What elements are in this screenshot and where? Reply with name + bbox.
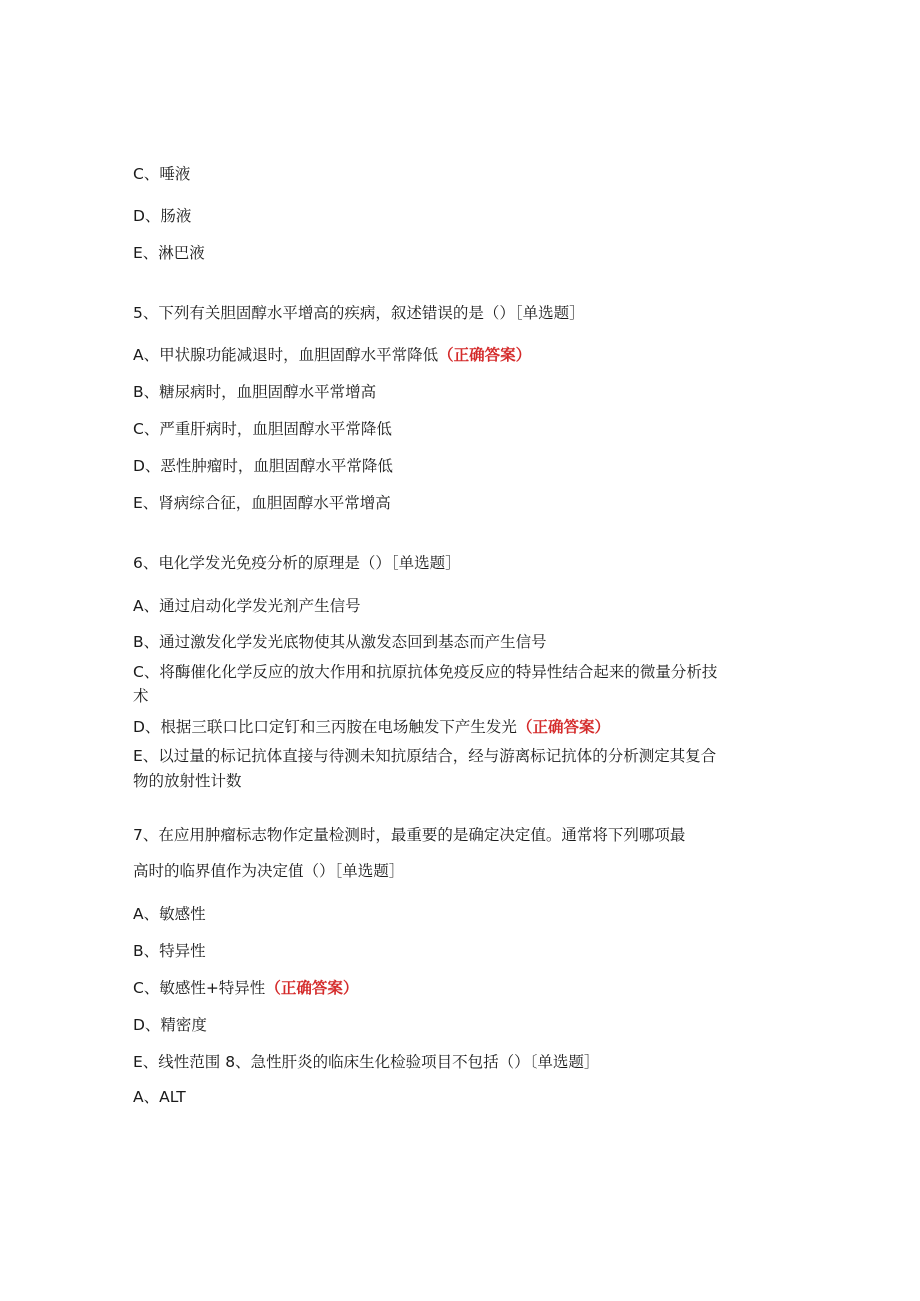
q5-option-a — [133, 345, 531, 365]
q4-option-c: C、唾液 — [133, 165, 191, 183]
correct-answer-tag: （正确答案） — [265, 979, 359, 997]
q6-option-c: C、将酶催化化学反应的放大作用和抗原抗体免疫反应的特异性结合起来的微量分析技 — [133, 663, 718, 681]
q5-option-b: B、糖尿病时，血胆固醇水平常增高 — [133, 383, 377, 401]
q7-option-a: A、敏感性 — [133, 905, 206, 923]
q6-option-e-continued: 物的放射性计数 — [133, 772, 242, 790]
q6-option-d — [133, 717, 610, 737]
q5-option-d: D、恶性肿瘤时，血胆固醇水平常降低 — [133, 457, 393, 475]
q6-stem: 6、电化学发光免疫分析的原理是（）［单选题］ — [133, 554, 461, 572]
q5-option-e: E、肾病综合征，血胆固醇水平常增高 — [133, 494, 391, 512]
q6-option-a: A、通过启动化学发光剂产生信号 — [133, 597, 361, 615]
q7-option-b: B、特异性 — [133, 942, 206, 960]
q4-option-e: E、淋巴液 — [133, 244, 205, 262]
q6-option-b: B、通过激发化学发光底物使其从激发态回到基态而产生信号 — [133, 633, 547, 651]
q6-option-c-continued: 术 — [133, 687, 149, 705]
q7-option-d: D、精密度 — [133, 1016, 207, 1034]
q5-option-c: C、严重肝病时，血胆固醇水平常降低 — [133, 420, 392, 438]
q5-option-a-text: A、甲状腺功能减退时，血胆固醇水平常降低 — [133, 346, 439, 364]
correct-answer-tag: （正确答案） — [438, 346, 532, 364]
q6-option-e: E、以过量的标记抗体直接与待测未知抗原结合，经与游离标记抗体的分析测定其复合 — [133, 747, 717, 765]
q6-option-d-text: D、根据三联口比口定钉和三丙胺在电场触发下产生发光 — [133, 718, 517, 736]
q5-stem: 5、下列有关胆固醇水平增高的疾病，叙述错误的是（）［单选题］ — [133, 304, 585, 322]
q4-option-d: D、肠液 — [133, 207, 192, 225]
q7-stem-line1: 7、在应用肿瘤标志物作定量检测时，最重要的是确定决定值。通常将下列哪项最 — [133, 826, 686, 844]
correct-answer-tag: （正确答案） — [516, 718, 610, 736]
q7-stem-line2: 高时的临界值作为决定值（）［单选题］ — [133, 862, 405, 880]
q8-option-a: A、ALT — [133, 1088, 186, 1106]
q7-option-e-and-q8-stem: E、线性范围 8、急性肝炎的临床生化检验项目不包括（）〔单选题］ — [133, 1053, 600, 1071]
q7-option-c — [133, 978, 358, 998]
q7-option-c-text: C、敏感性+特异性 — [133, 979, 266, 997]
